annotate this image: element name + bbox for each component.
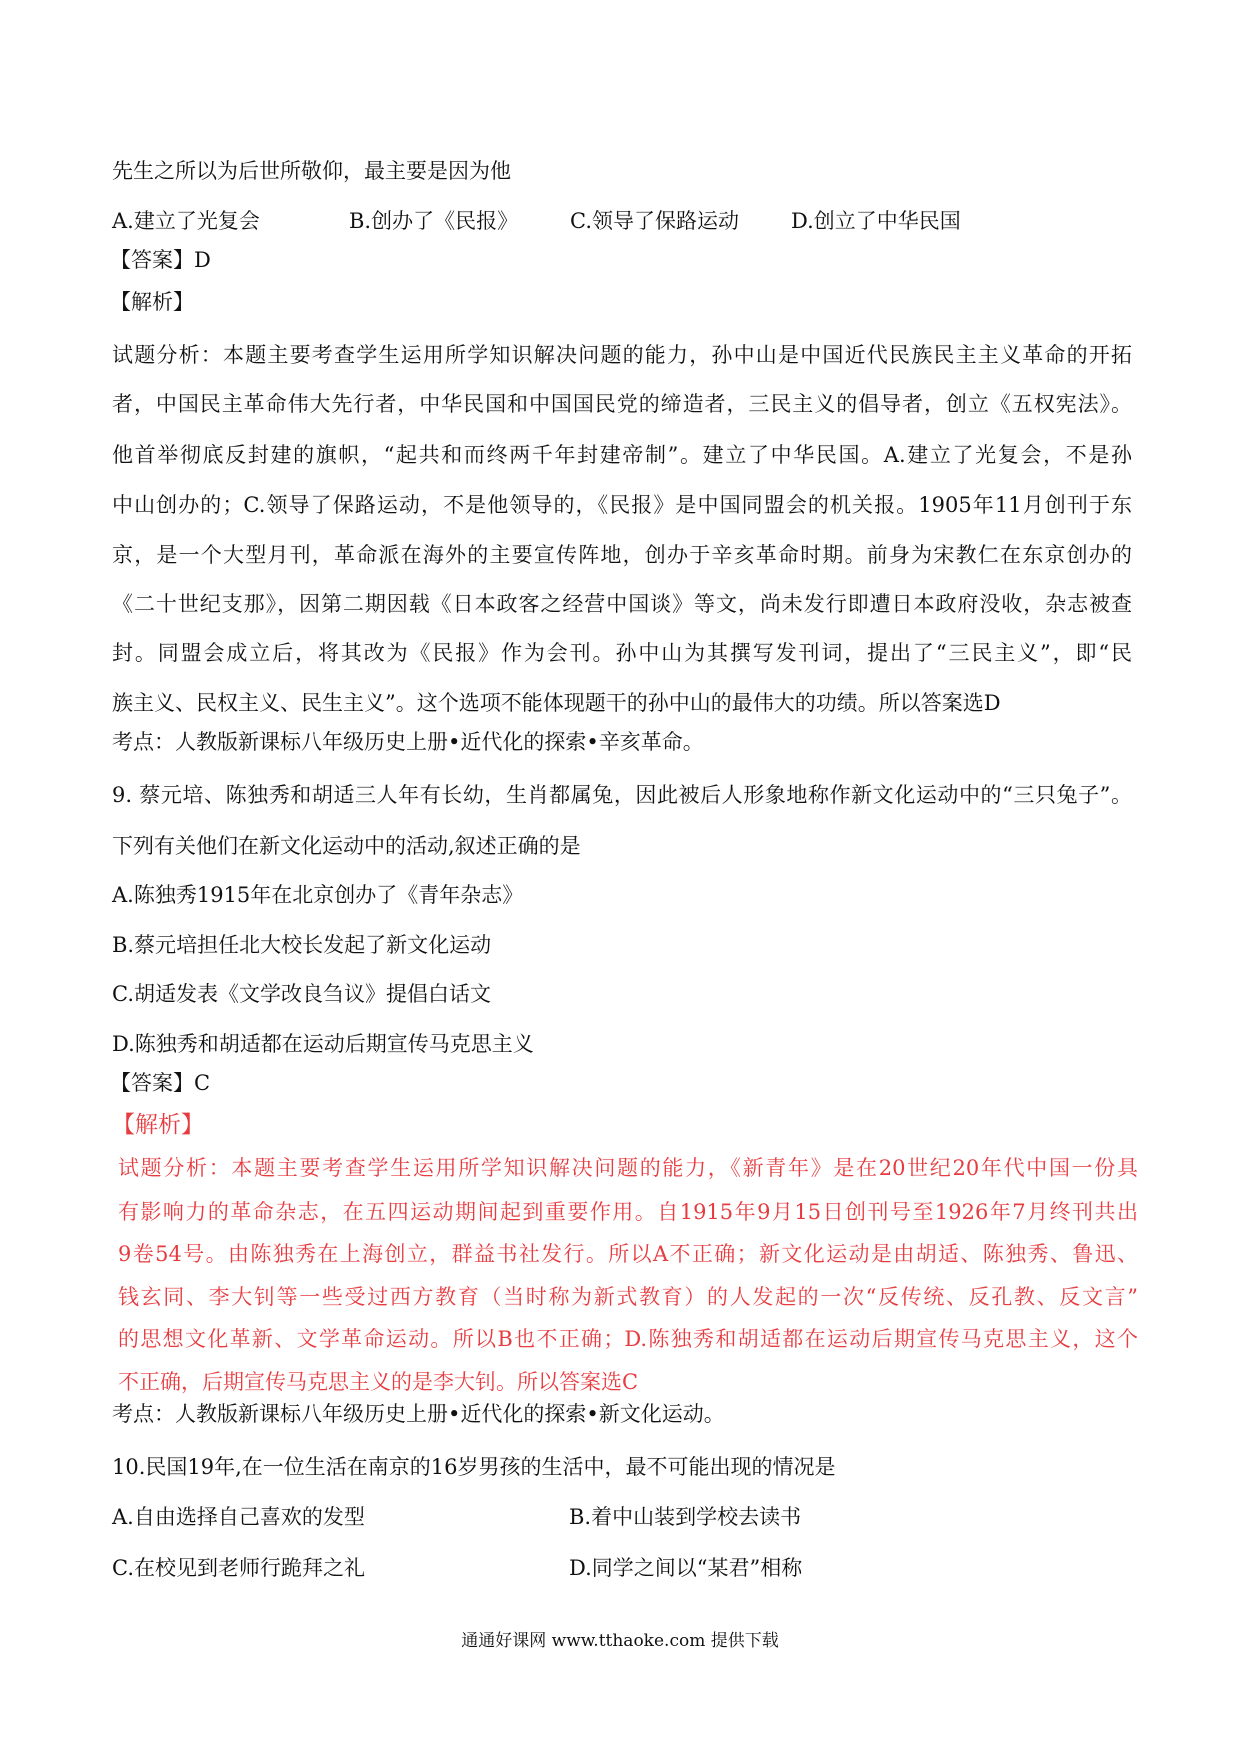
- q9-option-c: C.胡适发表《文学改良刍议》提倡白话文: [112, 982, 491, 1006]
- q8-option-a: A.建立了光复会: [112, 209, 260, 233]
- q8-analysis-line: 中山创办的；C.领导了保路运动，不是他领导的，《民报》是中国同盟会的机关报。1905年11月创刊于东: [112, 493, 1132, 517]
- page-footer: 通通好课网 www.tthaoke.com 提供下载: [461, 1631, 779, 1651]
- q9-option-a: A.陈独秀1915年在北京创办了《青年杂志》: [112, 883, 524, 907]
- q9-option-d: D.陈独秀和胡适都在运动后期宣传马克思主义: [112, 1032, 534, 1056]
- q8-analysis-line: 他首举彻底反封建的旗帜，“起共和而终两千年封建帝制”。建立了中华民国。A.建立了光复会，不是孙: [112, 443, 1132, 467]
- q10-option-d: D.同学之间以“某君”相称: [569, 1556, 803, 1580]
- q9-kaodian: 考点：人教版新课标八年级历史上册•近代化的探索•新文化运动。: [112, 1402, 725, 1426]
- q9-analysis-line: 钱玄同、李大钊等一些受过西方教育（当时称为新式教育）的人发起的一次“反传统、反孔教、反文言”: [118, 1285, 1138, 1309]
- q9-analysis-line: 不正确，后期宣传马克思主义的是李大钊。所以答案选C: [118, 1370, 639, 1394]
- q8-answer: 【答案】D: [110, 248, 211, 272]
- q9-analysis-line: 的思想文化革新、文学革命运动。所以B也不正确；D.陈独秀和胡适都在运动后期宣传马克思主义，这个: [118, 1327, 1138, 1351]
- q8-option-b: B.创办了《民报》: [349, 209, 519, 233]
- q8-option-d: D.创立了中华民国: [791, 209, 961, 233]
- q10-option-b: B.着中山装到学校去读书: [569, 1505, 802, 1529]
- q9-analysis-line: 有影响力的革命杂志，在五四运动期间起到重要作用。自1915年9月15日创刊号至1926年7月终刊共出: [118, 1200, 1138, 1224]
- q8-analysis-line: 京，是一个大型月刊，革命派在海外的主要宣传阵地，创办于辛亥革命时期。前身为宋教仁在东京创办的: [112, 543, 1132, 567]
- q9-stem-line: 下列有关他们在新文化运动中的活动,叙述正确的是: [112, 834, 581, 858]
- q8-stem: 先生之所以为后世所敬仰，最主要是因为他: [112, 159, 511, 183]
- q9-analysis-line: 9卷54号。由陈独秀在上海创立，群益书社发行。所以A不正确；新文化运动是由胡适、陈独秀、鲁迅、: [118, 1242, 1138, 1266]
- q8-analysis-line: 封。同盟会成立后，将其改为《民报》作为会刊。孙中山为其撰写发刊词，提出了“三民主义”，即“民: [112, 641, 1132, 665]
- q8-analysis-label: 【解析】: [110, 290, 194, 314]
- q10-option-c: C.在校见到老师行跪拜之礼: [112, 1556, 365, 1580]
- q9-analysis-line: 试题分析：本题主要考查学生运用所学知识解决问题的能力，《新青年》是在20世纪20年代中国一份具: [118, 1156, 1138, 1180]
- q8-analysis-line: 者，中国民主革命伟大先行者，中华民国和中国国民党的缔造者，三民主义的倡导者，创立《五权宪法》。: [112, 392, 1132, 416]
- q8-analysis-line: 族主义、民权主义、民生主义”。这个选项不能体现题干的孙中山的最伟大的功绩。所以答案选D: [112, 691, 1001, 715]
- q9-option-b: B.蔡元培担任北大校长发起了新文化运动: [112, 933, 492, 957]
- q9-stem-line: 9. 蔡元培、陈独秀和胡适三人年有长幼，生肖都属兔，因此被后人形象地称作新文化运动中的“三只兔子”。: [112, 783, 1132, 807]
- q10-stem: 10.民国19年,在一位生活在南京的16岁男孩的生活中，最不可能出现的情况是: [112, 1455, 836, 1479]
- q9-analysis-label: 【解析】: [112, 1112, 204, 1138]
- q9-answer: 【答案】C: [110, 1071, 211, 1095]
- q8-option-c: C.领导了保路运动: [570, 209, 739, 233]
- q8-analysis-line: 《二十世纪支那》，因第二期因载《日本政客之经营中国谈》等文，尚未发行即遭日本政府没收，杂志被查: [112, 592, 1132, 616]
- q8-analysis-line: 试题分析：本题主要考查学生运用所学知识解决问题的能力，孙中山是中国近代民族民主主义革命的开拓: [112, 343, 1132, 367]
- q8-kaodian: 考点：人教版新课标八年级历史上册•近代化的探索•辛亥革命。: [112, 730, 704, 754]
- q10-option-a: A.自由选择自己喜欢的发型: [112, 1505, 365, 1529]
